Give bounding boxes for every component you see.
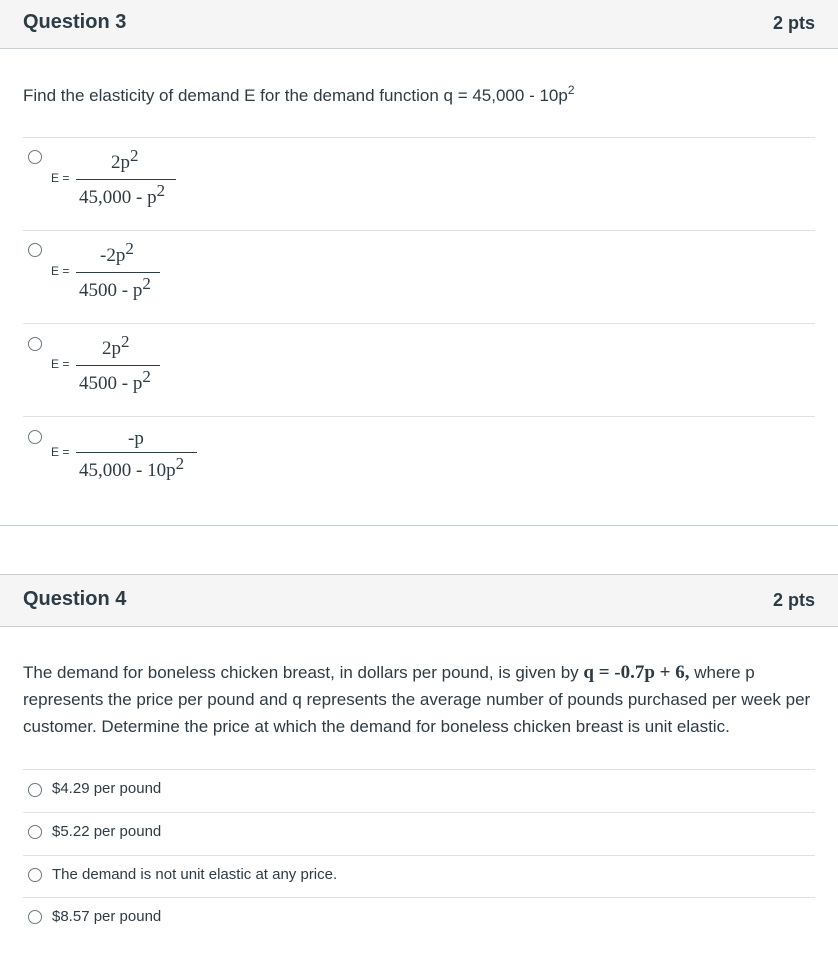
equation-lhs: E = bbox=[51, 357, 70, 371]
divider bbox=[23, 769, 815, 770]
fraction-bar bbox=[76, 365, 160, 366]
divider bbox=[23, 855, 815, 856]
radio-button[interactable] bbox=[28, 243, 42, 257]
question-4-header bbox=[0, 574, 838, 627]
equation-lhs: E = bbox=[51, 171, 70, 185]
equation-lhs: E = bbox=[51, 445, 70, 459]
question-3-title: Question 3 bbox=[23, 11, 127, 33]
radio-button[interactable] bbox=[28, 868, 42, 882]
divider bbox=[23, 812, 815, 813]
question-3-bottom-border bbox=[0, 525, 838, 526]
fraction-denominator: $45,000 - 10p^2$ bbox=[79, 454, 185, 481]
divider bbox=[23, 137, 815, 138]
fraction-numerator: $2p^2$ bbox=[102, 332, 130, 359]
radio-button[interactable] bbox=[28, 430, 42, 444]
answer-label: The demand is not unit elastic at any price. bbox=[52, 866, 338, 883]
question-4-prompt: The demand for boneless chicken breast, in dollars per pound, is given by q = -0.7p + 6, where p represents the price per pound and q represents the average number of pounds purchased per week per customer. Determine the price at which the demand for boneless chicken breast is unit elastic. bbox=[23, 662, 811, 736]
fraction-numerator: $2p^2$ bbox=[111, 146, 139, 173]
demand-equation: q = -0.7p + 6, bbox=[583, 662, 690, 683]
answer-label: $5.22 per pound bbox=[52, 823, 162, 840]
question-3-header bbox=[0, 0, 838, 49]
radio-button[interactable] bbox=[28, 910, 42, 924]
divider bbox=[23, 897, 815, 898]
question-4-title: Question 4 bbox=[23, 588, 127, 610]
answer-label: $4.29 per pound bbox=[52, 780, 162, 797]
question-3-points: 2 pts bbox=[772, 13, 815, 33]
answer-label: $8.57 per pound bbox=[52, 908, 162, 925]
radio-button[interactable] bbox=[28, 825, 42, 839]
fraction-bar bbox=[76, 452, 197, 453]
question-3-prompt: Find the elasticity of demand E for the demand function $q = 45,000 - 10p^2$ bbox=[23, 83, 575, 105]
fraction-numerator: $-2p^2$ bbox=[100, 239, 134, 266]
radio-button[interactable] bbox=[28, 783, 42, 797]
question-4-points: 2 pts bbox=[772, 590, 815, 610]
radio-button[interactable] bbox=[28, 337, 42, 351]
fraction-denominator: $4500 - p^2$ bbox=[79, 367, 151, 394]
fraction-denominator: $45,000 - p^2$ bbox=[79, 181, 166, 208]
divider bbox=[23, 323, 815, 324]
fraction-bar bbox=[76, 272, 160, 273]
fraction-numerator: -p bbox=[128, 428, 144, 449]
radio-button[interactable] bbox=[28, 150, 42, 164]
equation-lhs: E = bbox=[51, 264, 70, 278]
divider bbox=[23, 416, 815, 417]
fraction-bar bbox=[76, 179, 176, 180]
divider bbox=[23, 230, 815, 231]
fraction-denominator: $4500 - p^2$ bbox=[79, 274, 151, 301]
